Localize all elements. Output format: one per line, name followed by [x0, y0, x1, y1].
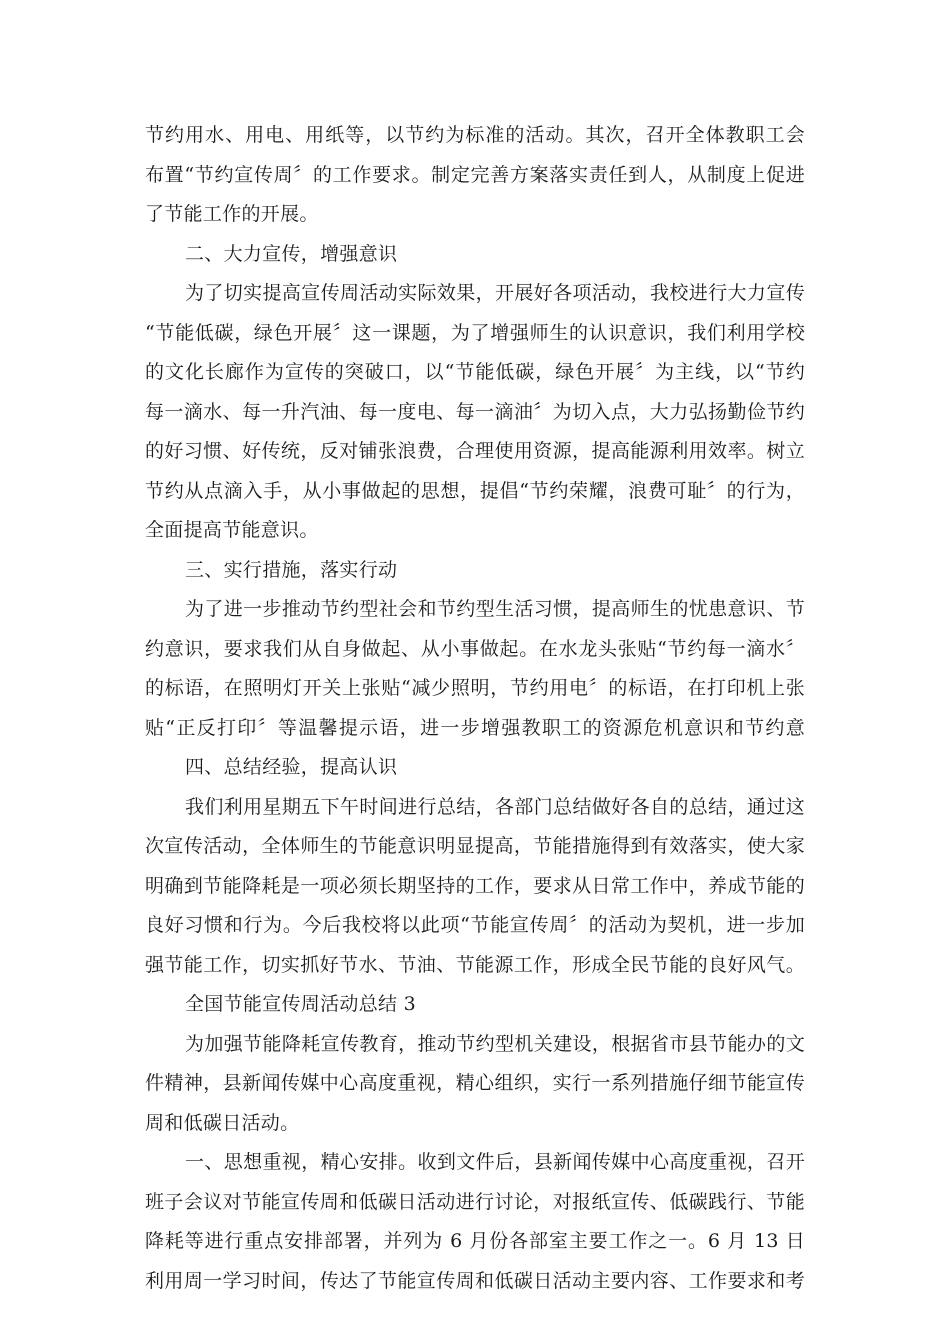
text-line: 的好习惯、好传统，反对铺张浪费，合理使用资源，提高能源利用效率。树立 — [145, 440, 805, 462]
text-line: 节约用水、用电、用纸等，以节约为标准的活动。其次，召开全体教职工会 — [145, 124, 805, 146]
text-line: 降耗等进行重点安排部署，并列为 6 月份各部室主要工作之一。6 月 13 日 — [145, 1230, 805, 1252]
text-line: 周和低碳日活动。 — [145, 1111, 300, 1134]
text-line: 明确到节能降耗是一项必须长期坚持的工作，要求从日常工作中，养成节能的 — [145, 874, 805, 897]
text-line: 全面提高节能意识。 — [145, 519, 319, 541]
section-heading: 二、大力宣传，增强意识 — [185, 242, 398, 265]
text-line: 节约从点滴入手，从小事做起的思想，提倡“节约荣耀，浪费可耻〞的行为， — [145, 479, 805, 502]
document-body — [145, 116, 805, 1301]
section-heading: 三、实行措施，落实行动 — [185, 558, 398, 581]
text-line: 为加强节能降耗宣传教育，推动节约型机关建设，根据省市县节能办的文 — [185, 1032, 805, 1055]
section-heading: 四、总结经验，提高认识 — [185, 756, 398, 778]
text-line: 班子会议对节能宣传周和低碳日活动进行讨论，对报纸宣传、低碳践行、节能 — [145, 1190, 805, 1213]
text-line: 布置“节约宣传周〞的工作要求。制定完善方案落实责任到人，从制度上促进 — [145, 163, 805, 186]
text-line: 全国节能宣传周活动总结 3 — [185, 993, 417, 1015]
text-line: 一、思想重视，精心安排。收到文件后，县新闻传媒中心高度重视，召开 — [185, 1151, 805, 1173]
text-line: 次宣传活动，全体师生的节能意识明显提高，节能措施得到有效落实，使大家 — [145, 835, 805, 857]
text-line: 贴“正反打印〞等温馨提示语，进一步增强教职工的资源危机意识和节约意 — [145, 716, 805, 739]
text-line: 的文化长廊作为宣传的突破口，以“节能低碳，绿色开展〞为主线，以“节约 — [145, 361, 805, 383]
text-line: 为了进一步推动节约型社会和节约型生活习惯，提高师生的忧患意识、节 — [185, 598, 805, 620]
text-line: 良好习惯和行为。今后我校将以此项“节能宣传周〞的活动为契机，进一步加 — [145, 914, 805, 936]
text-line: “节能低碳，绿色开展〞这一课题，为了增强师生的认识意识，我们利用学校 — [145, 321, 805, 344]
text-line: 我们利用星期五下午时间进行总结，各部门总结做好各自的总结，通过这 — [185, 795, 805, 818]
text-line: 每一滴水、每一升汽油、每一度电、每一滴油〞为切入点，大力弘扬勤俭节约 — [145, 400, 805, 423]
text-line: 强节能工作，切实抓好节水、节油、节能源工作，形成全民节能的良好风气。 — [145, 953, 805, 976]
text-line: 约意识，要求我们从自身做起、从小事做起。在水龙头张贴“节约每一滴水〞 — [145, 637, 805, 660]
text-line: 件精神，县新闻传媒中心高度重视，精心组织，实行一系列措施仔细节能宣传 — [145, 1072, 805, 1094]
text-line: 利用周一学习时间，传达了节能宣传周和低碳日活动主要内容、工作要求和考 — [145, 1269, 805, 1292]
text-line: 的标语，在照明灯开关上张贴“减少照明，节约用电〞的标语，在打印机上张 — [145, 677, 805, 699]
text-line: 为了切实提高宣传周活动实际效果，开展好各项活动，我校进行大力宣传 — [185, 282, 805, 304]
text-line: 了节能工作的开展。 — [145, 203, 319, 225]
